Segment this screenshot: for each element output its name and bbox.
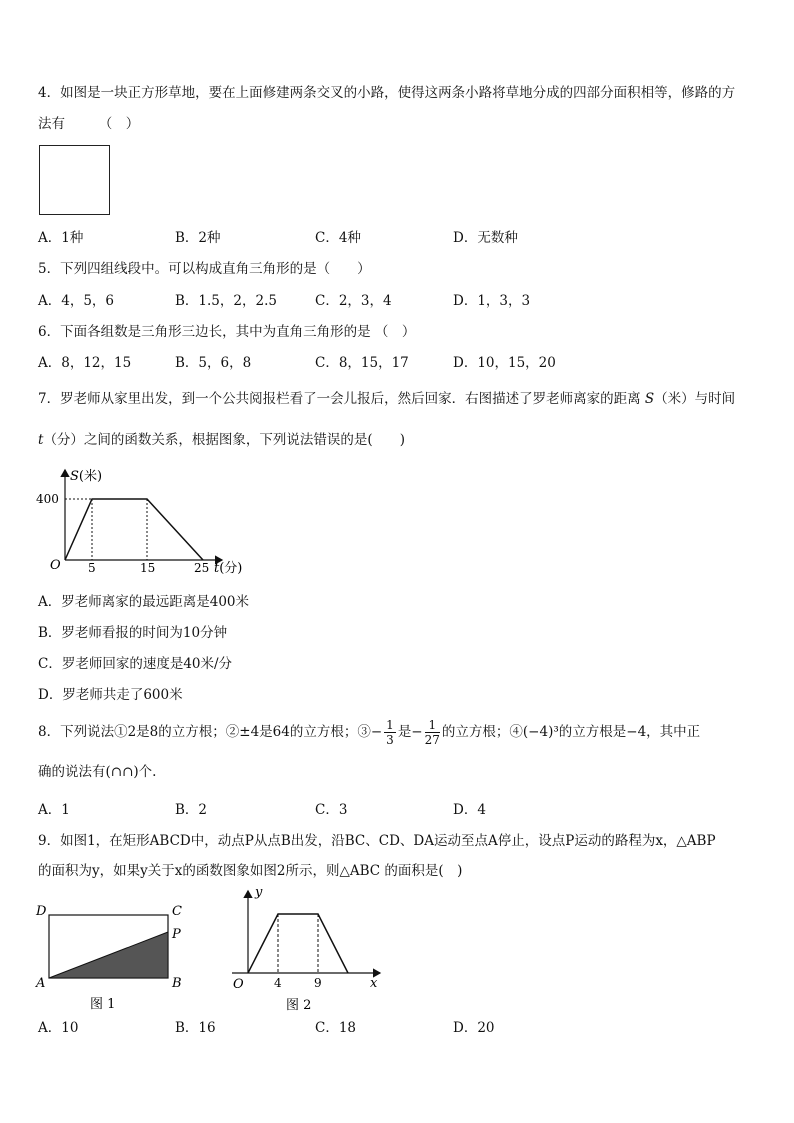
q8-option-a[interactable]: A．1	[38, 802, 70, 818]
q6-option-a[interactable]: A．8，12，15	[38, 355, 132, 371]
q8-stem-line2: 确的说法有(∩∩)个.	[38, 764, 157, 780]
fraction-one-third: $\frac{1}{3}$	[386, 718, 394, 747]
q4-option-c[interactable]: C．4种	[315, 230, 361, 246]
fraction-one-twentyseventh: $\frac{1}{27}$	[424, 718, 440, 747]
rectangle-abcd-figure	[30, 895, 200, 1015]
x-axis-label: t(分)	[214, 561, 243, 576]
distance-time-graph	[30, 460, 260, 585]
q9-option-d[interactable]: D．20	[453, 1020, 495, 1036]
q8-stem-part3: 的立方根；④(−4)³的立方根是−4，其中正	[441, 724, 701, 740]
q7-stem-text: 7．罗老师从家里出发，到一个公共阅报栏看了一会儿报后，然后回家．右图描述了罗老师离家的距离	[38, 391, 641, 407]
q4-option-b[interactable]: B．2种	[175, 230, 221, 246]
q4-stem-line1: 4．如图是一块正方形草地，要在上面修建两条交叉的小路，使得这两条小路将草地分成的四部分面积相等，修路的方	[38, 85, 736, 101]
q7-option-b[interactable]: B．罗老师看报的时间为10分钟	[38, 625, 228, 641]
figure2-caption: 图 2	[286, 998, 312, 1013]
q4-stem-line2: 法有 （ ）	[38, 116, 140, 132]
q7-option-a[interactable]: A．罗老师离家的最远距离是400米	[38, 594, 250, 610]
x-tick-4: 4	[274, 976, 282, 990]
q6-option-c[interactable]: C．8，15，17	[315, 355, 409, 371]
q7-s-variable: S	[644, 391, 655, 407]
origin-label: O	[233, 977, 244, 992]
q7-stem-line1	[38, 390, 735, 408]
distance-time-line	[65, 499, 203, 560]
label-d: D	[36, 904, 47, 919]
q6-stem: 6．下面各组数是三角形三边长，其中为直角三角形的是 （ ）	[38, 324, 416, 340]
y-tick-400: 400	[36, 492, 59, 506]
q7-option-d[interactable]: D．罗老师共走了600米	[38, 687, 183, 703]
q4-option-d[interactable]: D．无数种	[453, 230, 518, 246]
y-axis-label: S(米)	[70, 469, 103, 484]
q5-option-d[interactable]: D．1，3，3	[453, 293, 531, 309]
origin-label: O	[50, 558, 61, 573]
q7-stem-tail: （米）与时间	[654, 391, 736, 407]
q9-option-b[interactable]: B．16	[175, 1020, 216, 1036]
area-function-line	[248, 914, 348, 973]
q8-option-b[interactable]: B．2	[175, 802, 208, 818]
x-tick-9: 9	[314, 976, 322, 990]
q9-option-a[interactable]: A．10	[38, 1020, 79, 1036]
label-b: B	[172, 976, 182, 991]
q6-option-b[interactable]: B．5，6，8	[175, 355, 252, 371]
label-a: A	[36, 976, 46, 991]
q8-stem-part2: 是−	[397, 724, 423, 740]
q5-option-c[interactable]: C．2，3，4	[315, 293, 392, 309]
q5-option-a[interactable]: A．4，5，6	[38, 293, 115, 309]
q7-stem-line2-text: （分）之间的函数关系，根据图象，下列说法错误的是( )	[43, 432, 405, 448]
q9-stem-line2: 的面积为y，如果y关于x的函数图象如图2所示，则△ABC 的面积是( )	[38, 863, 463, 879]
function-graph-figure	[222, 885, 392, 1015]
x-tick-15: 15	[140, 561, 156, 575]
label-c: C	[172, 904, 182, 919]
x-tick-25: 25	[194, 561, 210, 575]
q8-option-d[interactable]: D．4	[453, 802, 486, 818]
figure1-caption: 图 1	[90, 997, 116, 1012]
q4-option-a[interactable]: A．1种	[38, 230, 84, 246]
square-lawn-figure	[39, 145, 110, 215]
q9-option-c[interactable]: C．18	[315, 1020, 357, 1036]
q8-option-c[interactable]: C．3	[315, 802, 348, 818]
q6-option-d[interactable]: D．10，15，20	[453, 355, 556, 371]
q5-option-b[interactable]: B．1.5，2，2.5	[175, 293, 277, 309]
q5-stem: 5．下列四组线段中。可以构成直角三角形的是（ ）	[38, 261, 371, 277]
y-axis-label: y	[255, 885, 263, 900]
x-axis-label: x	[370, 976, 378, 991]
q7-option-c[interactable]: C．罗老师回家的速度是40米/分	[38, 656, 233, 672]
x-tick-5: 5	[88, 561, 96, 575]
q7-t-variable: t	[38, 432, 44, 448]
q7-stem-line2	[38, 431, 405, 449]
triangle-abp-shaded	[49, 932, 168, 978]
q8-stem-part1: 8．下列说法①2是8的立方根；②±4是64的立方根；③−	[38, 724, 383, 740]
q8-stem-line1	[38, 716, 700, 748]
label-p: P	[172, 927, 181, 942]
q9-stem-line1: 9．如图1，在矩形ABCD中，动点P从点B出发，沿BC、CD、DA运动至点A停止，设点P运动的路程为x，△ABP	[38, 833, 716, 849]
